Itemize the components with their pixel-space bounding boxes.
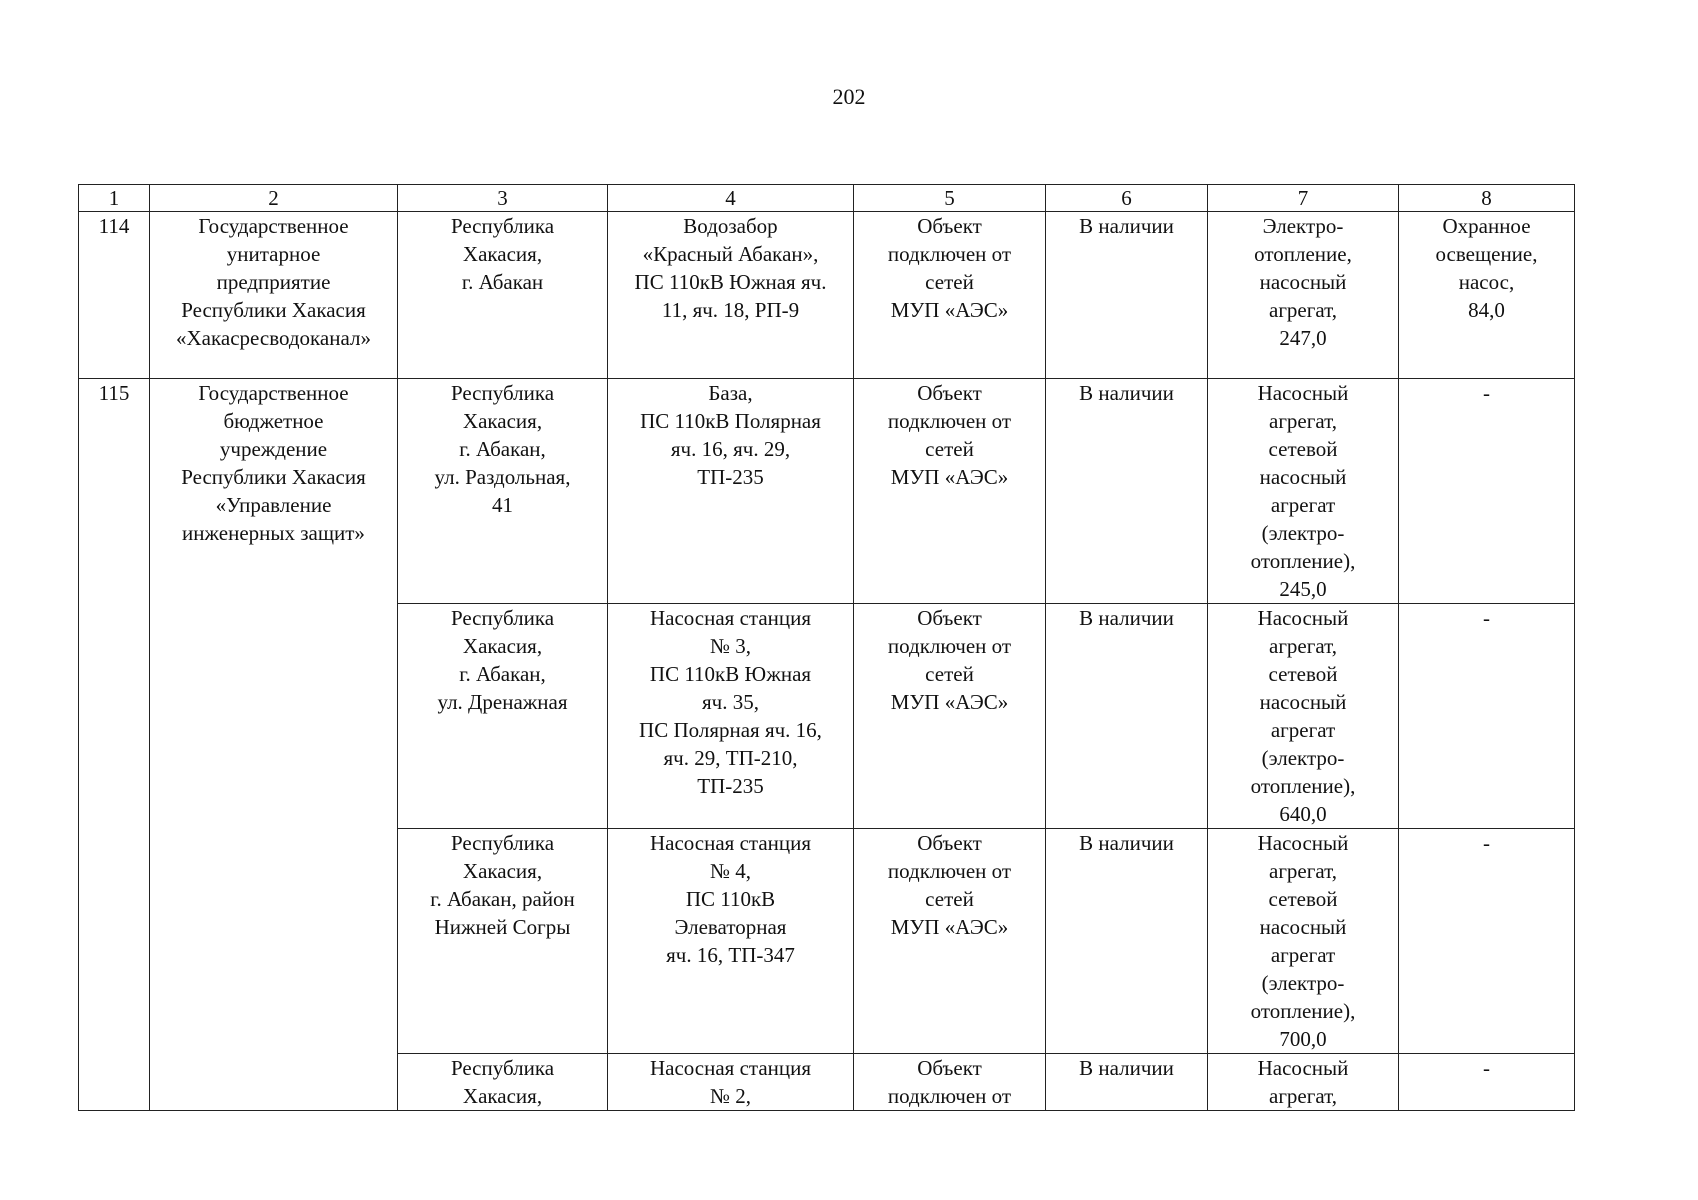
connection-cell: Объект подключен от сетей МУП «АЭС» [854, 604, 1046, 829]
column-header: 5 [854, 185, 1046, 212]
connection-cell: Объект подключен от [854, 1054, 1046, 1111]
column-header: 1 [79, 185, 150, 212]
column-header: 3 [398, 185, 608, 212]
availability-cell: В наличии [1046, 379, 1208, 604]
load-cell: Насосный агрегат, [1208, 1054, 1399, 1111]
load-cell: Электро- отопление, насосный агрегат, 247,0 [1208, 212, 1399, 379]
object-cell: Насосная станция № 4, ПС 110кВ Элеваторная яч. 16, ТП-347 [608, 829, 854, 1054]
address-cell: Республика Хакасия, г. Абакан [398, 212, 608, 379]
page-number: 202 [832, 84, 866, 109]
object-cell: Насосная станция № 3, ПС 110кВ Южная яч. 35, ПС Полярная яч. 16, яч. 29, ТП-210, ТП-235 [608, 604, 854, 829]
table-row [79, 212, 1575, 379]
organization-cell: Государственное унитарное предприятие Республики Хакасия «Хакасресводоканал» [150, 212, 398, 379]
load-cell: Насосный агрегат, сетевой насосный агрегат (электро- отопление), 245,0 [1208, 379, 1399, 604]
object-cell: Насосная станция № 2, [608, 1054, 854, 1111]
row-number: 114 [79, 212, 150, 379]
object-cell: Водозабор «Красный Абакан», ПС 110кВ Южная яч. 11, яч. 18, РП-9 [608, 212, 854, 379]
column-header: 8 [1399, 185, 1575, 212]
data-table [78, 184, 1575, 1111]
protected-load-cell: - [1399, 604, 1575, 829]
object-cell: База, ПС 110кВ Полярная яч. 16, яч. 29, ТП-235 [608, 379, 854, 604]
address-cell: Республика Хакасия, г. Абакан, ул. Дренажная [398, 604, 608, 829]
connection-cell: Объект подключен от сетей МУП «АЭС» [854, 379, 1046, 604]
availability-cell: В наличии [1046, 829, 1208, 1054]
column-header: 4 [608, 185, 854, 212]
address-cell: Республика Хакасия, г. Абакан, район Нижней Согры [398, 829, 608, 1054]
address-cell: Республика Хакасия, г. Абакан, ул. Раздольная, 41 [398, 379, 608, 604]
protected-load-cell: - [1399, 829, 1575, 1054]
load-cell: Насосный агрегат, сетевой насосный агрегат (электро- отопление), 640,0 [1208, 604, 1399, 829]
table-row [79, 379, 1575, 604]
availability-cell: В наличии [1046, 212, 1208, 379]
protected-load-cell: Охранное освещение, насос, 84,0 [1399, 212, 1575, 379]
protected-load-cell: - [1399, 379, 1575, 604]
availability-cell: В наличии [1046, 1054, 1208, 1111]
load-cell: Насосный агрегат, сетевой насосный агрегат (электро- отопление), 700,0 [1208, 829, 1399, 1054]
column-header: 7 [1208, 185, 1399, 212]
connection-cell: Объект подключен от сетей МУП «АЭС» [854, 829, 1046, 1054]
column-header: 6 [1046, 185, 1208, 212]
availability-cell: В наличии [1046, 604, 1208, 829]
connection-cell: Объект подключен от сетей МУП «АЭС» [854, 212, 1046, 379]
organization-cell: Государственное бюджетное учреждение Республики Хакасия «Управление инженерных защит» [150, 379, 398, 1111]
column-header: 2 [150, 185, 398, 212]
address-cell: Республика Хакасия, [398, 1054, 608, 1111]
protected-load-cell: - [1399, 1054, 1575, 1111]
row-number: 115 [79, 379, 150, 1111]
table-header-row [79, 185, 1575, 212]
